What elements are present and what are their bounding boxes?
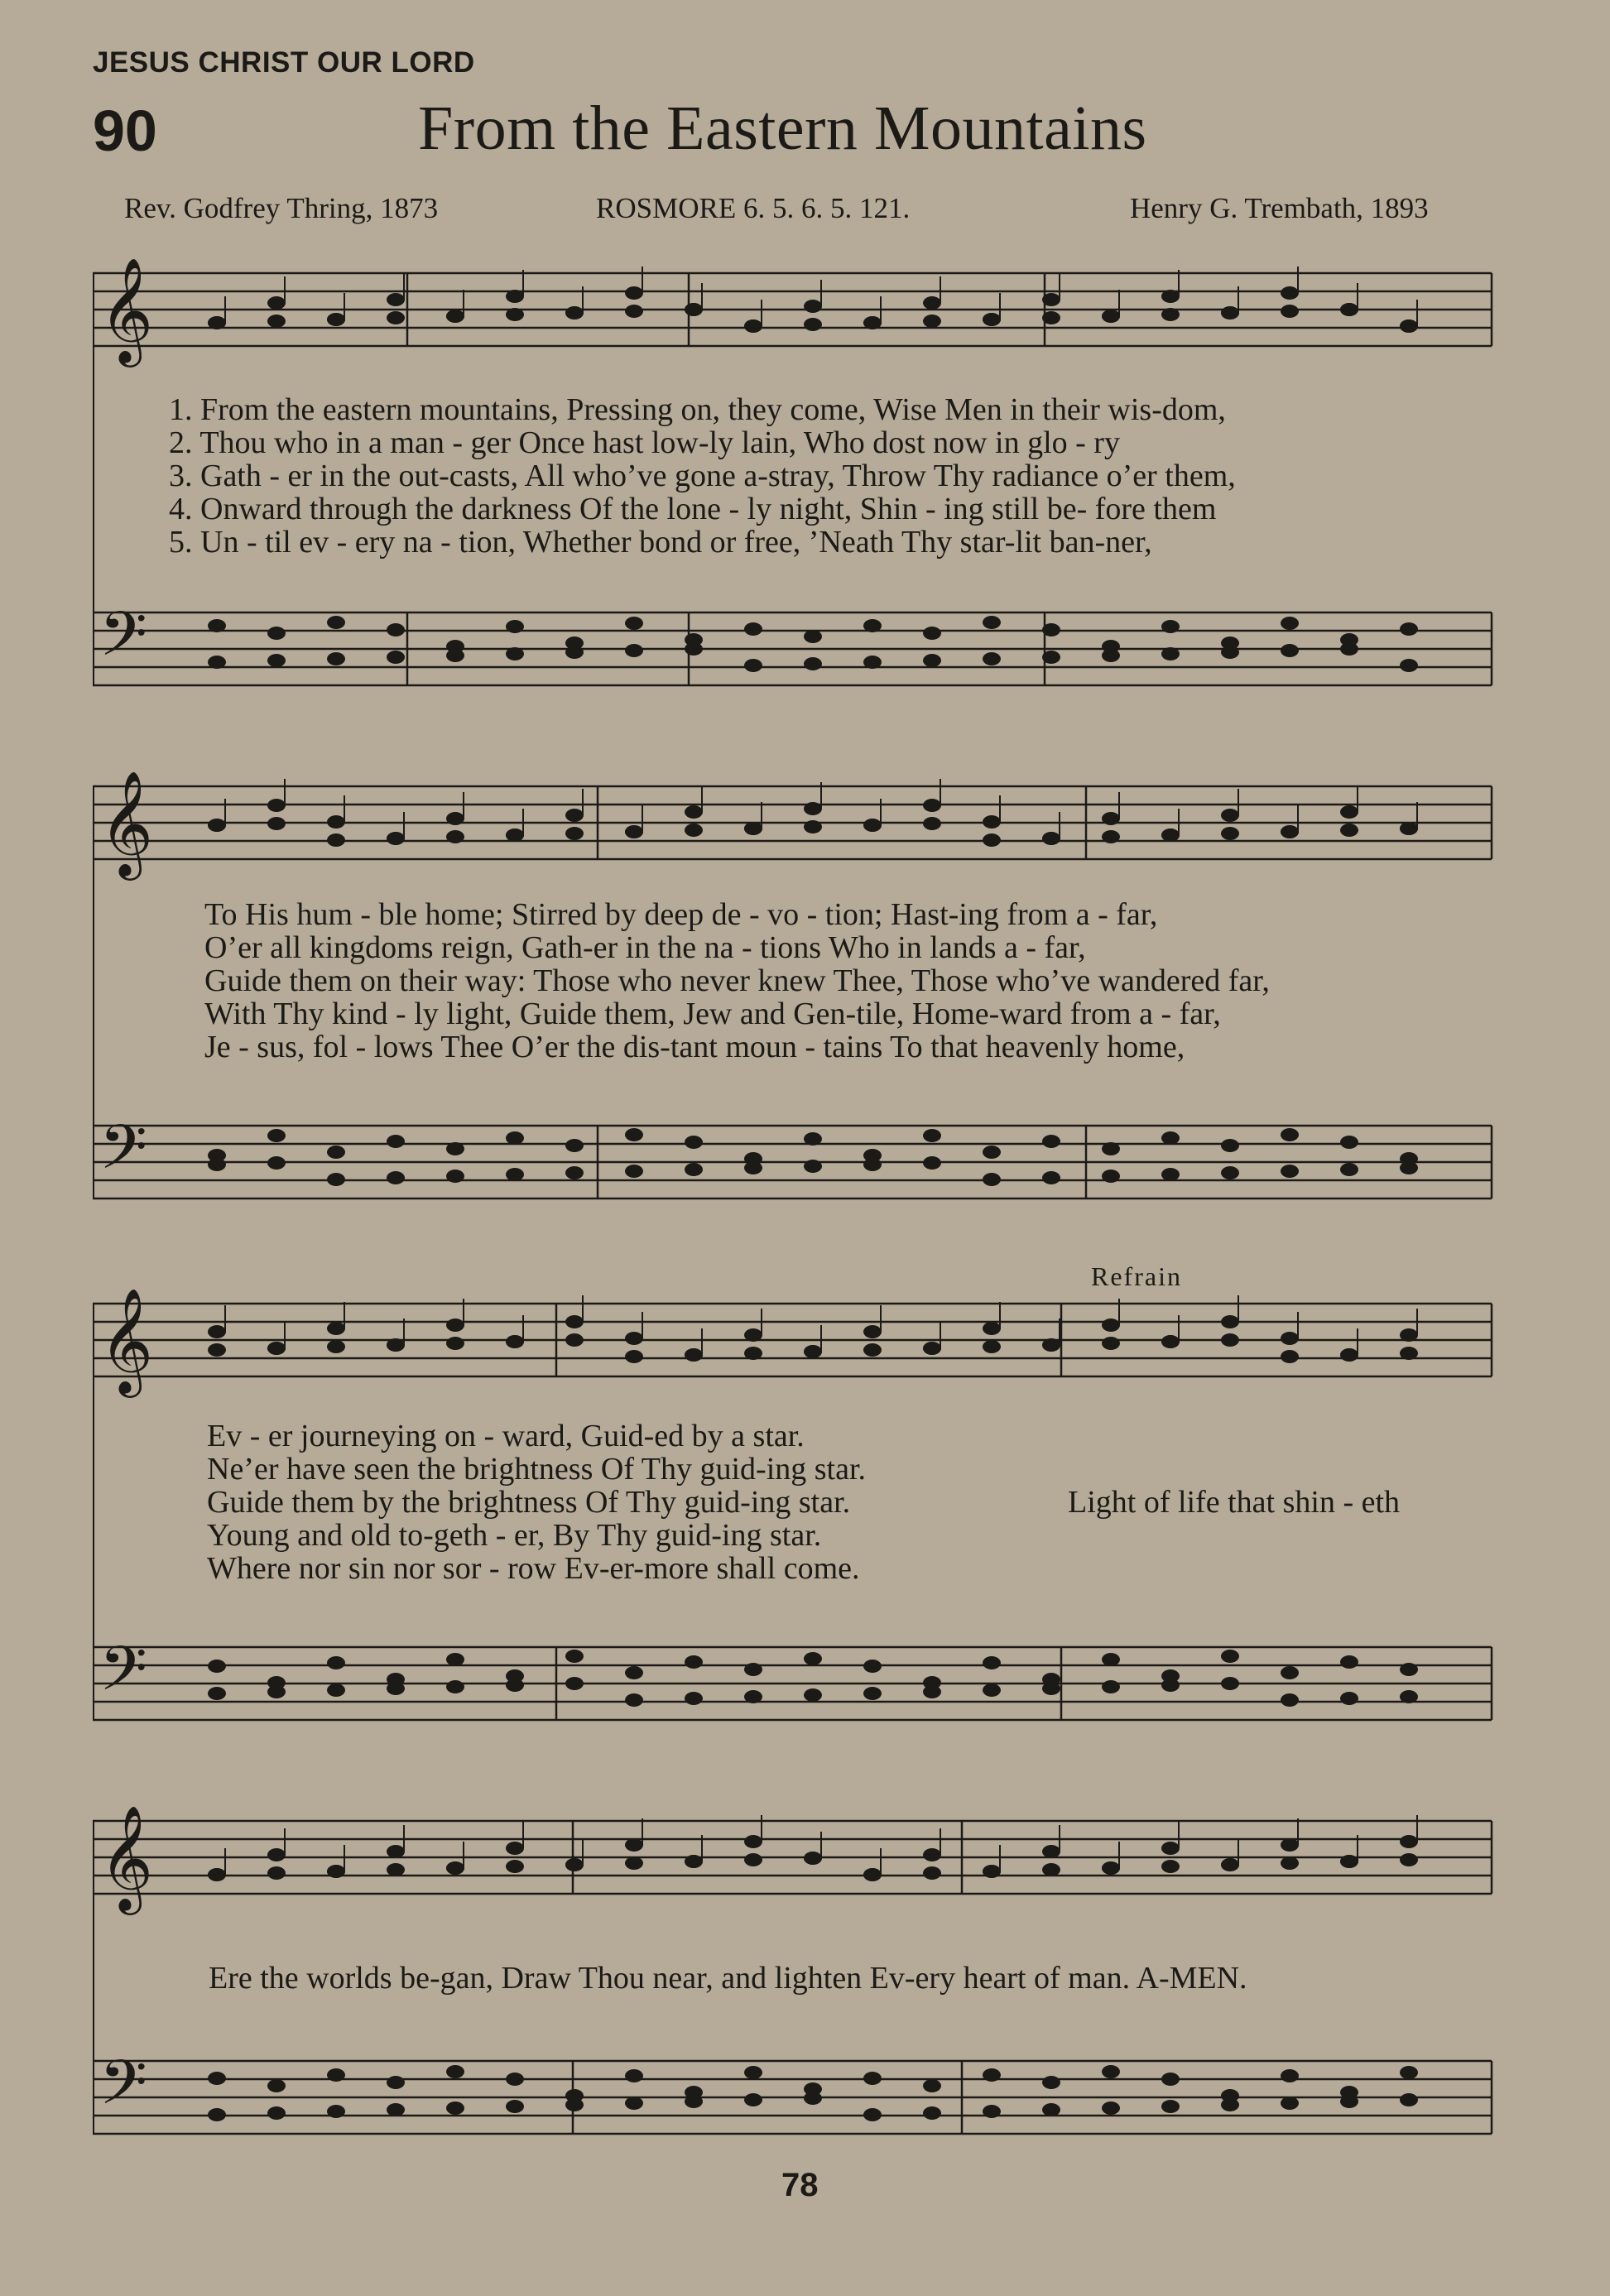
bass-clef-icon: 𝄢 [99,1636,147,1718]
page-number: 78 [781,2167,819,2203]
treble-clef-icon: 𝄞 [99,1808,154,1909]
treble-clef-icon: 𝄞 [99,1290,154,1391]
lyric-verse-1: 1. From the eastern mountains, Pressing on, they come, Wise Men in their wis-dom, [169,392,1226,427]
music-system-1 [93,240,1500,704]
lyric-refrain: Ere the worlds be-gan, Draw Thou near, and lighten Ev-ery heart of man. A-MEN. [209,1961,1247,1996]
lyric-verse-5: Je - sus, fol - lows Thee O’er the dis-tant moun - tains To that heavenly home, [204,1030,1185,1064]
bass-clef-icon: 𝄢 [99,1115,147,1197]
composer-credit: Henry G. Trembath, 1893 [1130,192,1429,224]
lyric-verse-3: Guide them by the brightness Of Thy guid-ing star. [207,1485,851,1520]
refrain-label: Refrain [1091,1261,1182,1291]
lyric-verse-3: Guide them on their way: Those who never knew Thee, Those who’ve wandered far, [204,963,1270,998]
lyric-verse-1: Ev - er journeying on - ward, Guid-ed by a star. [207,1419,805,1453]
lyric-verse-4: Young and old to-geth - er, By Thy guid-ing star. [207,1518,822,1553]
lyric-refrain-start: Light of life that shin - eth [1068,1485,1401,1520]
lyric-verse-2: Ne’er have seen the brightness Of Thy guid-ing star. [207,1452,867,1487]
music-system-2 [93,745,1500,1217]
treble-clef-icon: 𝄞 [99,773,154,874]
music-system-4 [93,1788,1500,2152]
lyric-verse-2: 2. Thou who in a man - ger Once hast low-ly lain, Who dost now in glo - ry [169,425,1120,460]
lyric-verse-3: 3. Gath - er in the out-casts, All who’ve gone a-stray, Throw Thy radiance o’er them, [169,459,1236,493]
hymn-title: From the Eastern Mountains [418,94,1147,163]
lyric-verse-2: O’er all kingdoms reign, Gath-er in the na - tions Who in lands a - far, [204,930,1086,965]
lyric-verse-5: 5. Un - til ev - ery na - tion, Whether bond or free, ’Neath Thy star-lit ban-ner, [169,525,1152,560]
music-system-3 [93,1266,1500,1738]
tune-name: ROSMORE 6. 5. 6. 5. 121. [596,192,911,224]
bass-clef-icon: 𝄢 [99,2050,147,2132]
bass-clef-icon: 𝄢 [99,602,147,684]
lyric-verse-4: 4. Onward through the darkness Of the lone - ly night, Shin - ing still be- fore them [169,492,1217,526]
lyric-verse-1: To His hum - ble home; Stirred by deep de - vo - tion; Hast-ing from a - far, [204,897,1158,932]
author-credit: Rev. Godfrey Thring, 1873 [124,192,439,224]
lyric-verse-5: Where nor sin nor sor - row Ev-er-more shall come. [207,1551,860,1586]
lyric-verse-4: With Thy kind - ly light, Guide them, Jew and Gen-tile, Home-ward from a - far, [204,997,1221,1031]
treble-clef-icon: 𝄞 [99,260,154,361]
hymn-number: 90 [93,98,157,163]
section-title: JESUS CHRIST OUR LORD [93,46,475,79]
